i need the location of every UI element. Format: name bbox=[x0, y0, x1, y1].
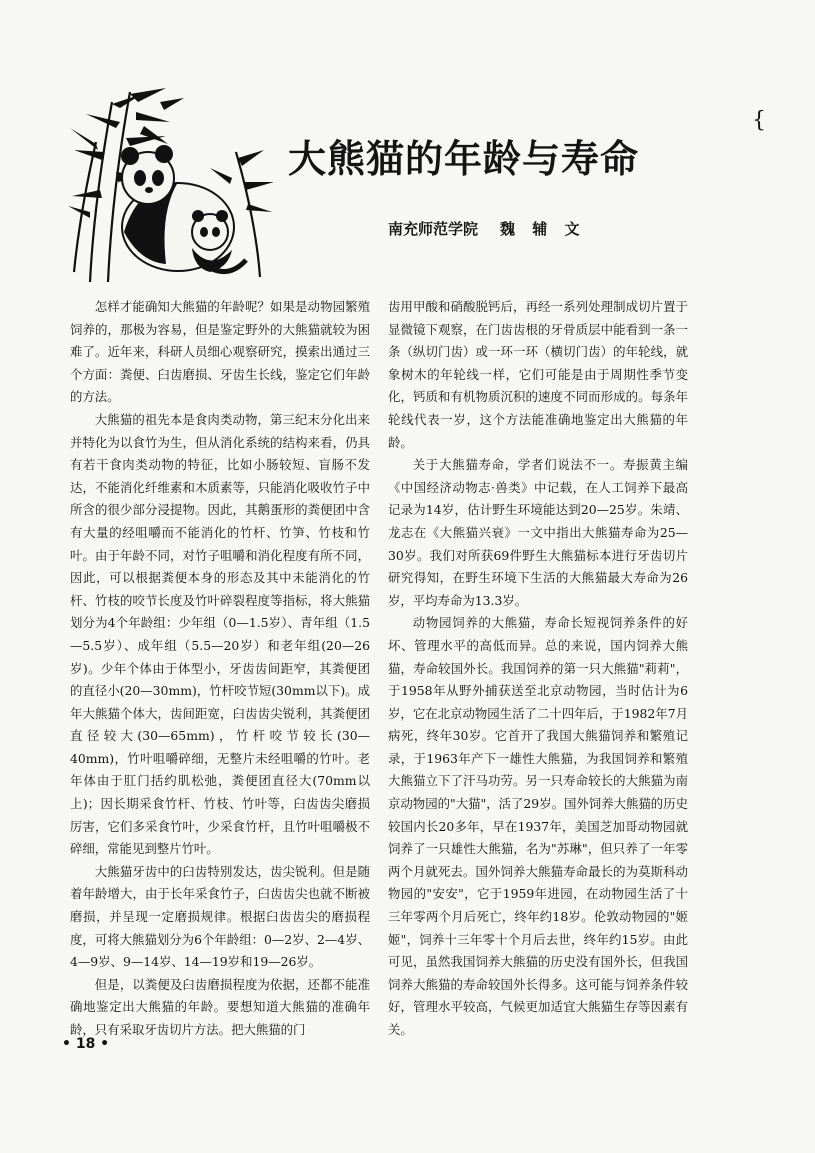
paragraph: 大熊猫牙齿中的臼齿特别发达，齿尖锐利。但是随着年龄增大，由于长年采食竹子，臼齿齿尖也就不断被磨损，并呈现一定磨损规律。根据臼齿齿尖的磨损程度，可将大熊猫划分为6个年龄组：0—2岁、2—4岁、4—9岁、9—14岁、14—19岁和19—26岁。 bbox=[70, 863, 370, 970]
page-title: 大熊猫的年龄与寿命 bbox=[288, 137, 640, 181]
author-affiliation: 南充师范学院 bbox=[388, 220, 479, 238]
paragraph: 大熊猫的祖先本是食肉类动物，第三纪末分化出来并特化为以食竹为生，但从消化系统的结构来看，仍具有若干食肉类动物的特征，比如小肠较短、盲肠不发达，不能消化纤维素和木质素等，只能消化吸收竹子中所含的很少部分浸提物。因此，其鹅蛋形的粪便团中含有大量的经咀嚼而不能消化的竹杆、竹笋、竹枝和竹叶。由于年龄不同，对竹子咀嚼和消化程度有所不同，因此，可以根据粪便本身的形态及其中未能消化的竹杆、竹枝的咬节长度及竹叶碎裂程度等指标，将大熊猫划分为4个年龄组：少年组（0—1.5岁）、青年组（1.5—5.5岁）、成年组（5.5—20岁）和老年组(20—26岁)。少年个体由于体型小，牙齿齿间距窄，其粪便团的直径小(20—30mm)，竹杆咬节短(30mm以下)。成年大熊猫个体大，齿间距宽，臼齿齿尖锐利，其粪便团直径较大(30—65mm)，竹杆咬节较长(30—40mm)，竹叶咀嚼碎细，无整片未经咀嚼的竹叶。老年体由于肛门括约肌松弛，粪便团直径大(70mm以上)；因长期采食竹杆、竹枝、竹叶等，臼齿齿尖磨损厉害，它们多采食竹叶，少采食竹杆，且竹叶咀嚼极不碎细，常能见到整片竹叶。 bbox=[70, 411, 370, 857]
author-name: 魏 辅 文 bbox=[500, 220, 586, 238]
panda-bamboo-illustration bbox=[60, 82, 292, 282]
byline bbox=[388, 218, 585, 239]
paragraph: 但是，以粪便及臼齿磨损程度为依据，还都不能准确地鉴定出大熊猫的年龄。要想知道大熊猫的准确年龄，只有采取牙齿切片方法。把大熊猫的门 bbox=[70, 976, 370, 1037]
paragraph: 齿用甲酸和硝酸脱钙后，再经一系列处理制成切片置于显微镜下观察，在门齿齿根的牙骨质层中能看到一条一条（纵切门齿）或一环一环（横切门齿）的年轮线，就象树木的年轮线一样，它们可能是由于周期性季节变化，钙质和有机物质沉积的速度不同而形成的。每条年轮线代表一岁，这个方法能准确地鉴定出大熊猫的年龄。 bbox=[388, 299, 688, 450]
right-column bbox=[388, 296, 688, 1042]
paragraph: 动物园饲养的大熊猫，寿命长短视饲养条件的好坏、管理水平的高低而异。总的来说，国内饲养大熊猫，寿命较国外长。我国饲养的第一只大熊猫"莉莉"，于1958年从野外捕获送至北京动物园，当时估计为6岁，它在北京动物园生活了二十四年后，于1982年7月病死，终年30岁。它首开了我国大熊猫饲养和繁殖记录，于1963年产下一雄性大熊猫，为我国饲养和繁殖大熊猫立下了汗马功劳。另一只寿命较长的大熊猫为南京动物园的"大猫"，活了29岁。国外饲养大熊猫的历史较国内长20多年，早在1937年，美国芝加哥动物园就饲养了一只雄性大熊猫，名为"苏琳"，但只养了一年零两个月就死去。国外饲养大熊猫寿命最长的为莫斯科动物园的"安安"，它于1959年进园，在动物园生活了十三年零两个月后死亡，终年约18岁。伦敦动物园的"姬姬"，饲养十三年零十个月后去世，终年约15岁。由此可见，虽然我国饲养大熊猫的历史没有国外长，但我国饲养大熊猫的寿命较国外长得多。这可能与饲养条件较好，管理水平较高，气候更加适宜大熊猫生存等因素有关。 bbox=[388, 615, 688, 1037]
page-number: • 18 • bbox=[62, 1036, 110, 1052]
margin-mark: { bbox=[752, 108, 766, 133]
left-column bbox=[70, 296, 370, 1042]
paragraph: 关于大熊猫寿命，学者们说法不一。寿振黄主编《中国经济动物志·兽类》中记载，在人工饲养下最高记录为14岁，估计野生环境能达到20—25岁。朱靖、龙志在《大熊猫兴衰》一文中指出大熊猫寿命为25—30岁。我们对所获69件野生大熊猫标本进行牙齿切片研究得知，在野生环境下生活的大熊猫最大寿命为26岁，平均寿命为13.3岁。 bbox=[388, 457, 688, 608]
paragraph: 怎样才能确知大熊猫的年龄呢？如果是动物园繁殖饲养的，那极为容易，但是鉴定野外的大熊猫就较为困难了。近年来，科研人员细心观察研究，摸索出通过三个方面：粪便、臼齿磨损、牙齿生长线，鉴定它们年龄的方法。 bbox=[70, 299, 370, 405]
